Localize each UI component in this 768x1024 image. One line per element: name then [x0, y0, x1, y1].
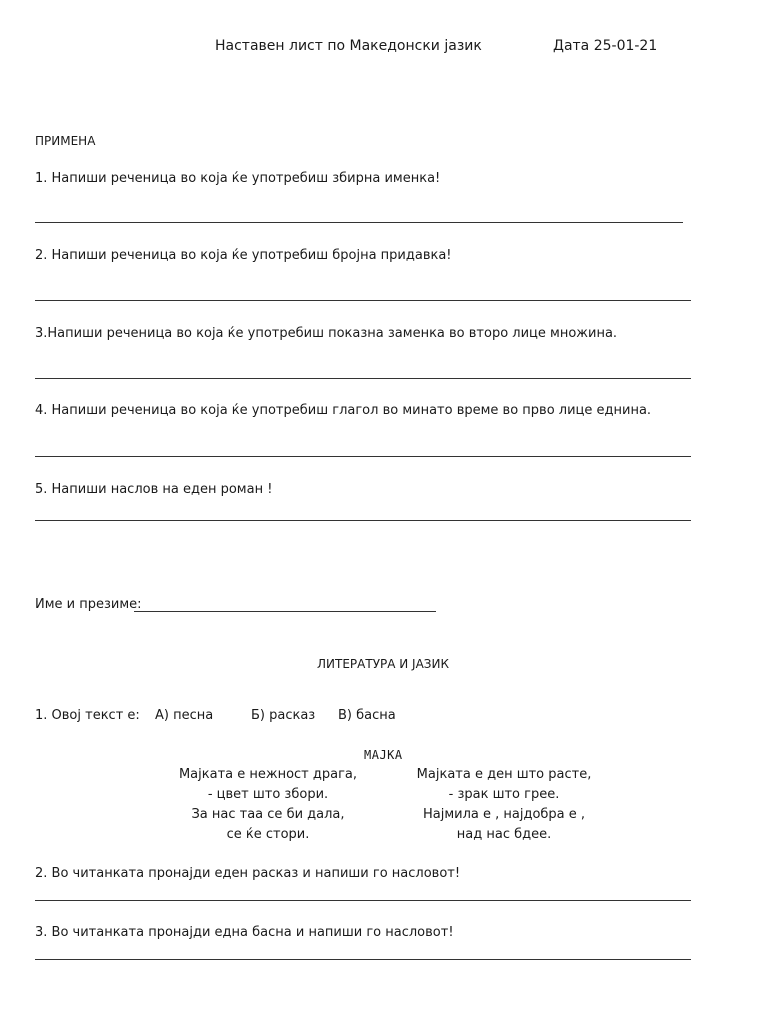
option-b[interactable]: Б) расказ — [251, 708, 316, 723]
question-1: 1. Напиши реченица во која ќе употребиш збирна именка! — [35, 171, 441, 186]
answer-line-story[interactable] — [35, 900, 691, 901]
option-v[interactable]: В) басна — [338, 708, 396, 723]
name-field-label: Име и презиме: — [35, 597, 142, 612]
answer-line-5[interactable] — [35, 520, 691, 521]
question-4: 4. Напиши реченица во која ќе употребиш глагол во минато време во прво лице еднина. — [35, 403, 652, 418]
answer-line-4[interactable] — [35, 456, 691, 457]
section-heading-primena: ПРИМЕНА — [35, 134, 96, 148]
poem-left-line-4: се ќе стори. — [226, 827, 310, 842]
poem-title: МАЈКА — [364, 748, 403, 762]
poem-right-line-1: Мајката е ден што расте, — [416, 767, 592, 782]
question-5: 5. Напиши наслов на еден роман ! — [35, 482, 273, 497]
poem-right-line-3: Најмила е , најдобра е , — [422, 807, 586, 822]
question-text-type: 1. Овој текст е: — [35, 708, 140, 723]
option-a[interactable]: А) песна — [155, 708, 214, 723]
answer-line-1[interactable] — [35, 222, 683, 223]
worksheet-title: Наставен лист по Македонски јазик — [215, 38, 482, 54]
poem-left-line-3: За нас таа се би дала, — [191, 807, 345, 822]
name-field-line[interactable] — [134, 611, 436, 612]
question-find-fable: 3. Во читанката пронајди една басна и напиши го насловот! — [35, 925, 454, 940]
poem-left-line-1: Мајката е нежност драга, — [178, 767, 358, 782]
section-heading-literatura: ЛИТЕРАТУРА И ЈАЗИК — [317, 657, 449, 671]
question-2: 2. Напиши реченица во која ќе употребиш бројна придавка! — [35, 248, 452, 263]
poem-left-line-2: - цвет што збори. — [207, 787, 329, 802]
poem-right-line-4: над нас бдее. — [456, 827, 552, 842]
worksheet-date: Дата 25-01-21 — [553, 38, 658, 54]
answer-line-3[interactable] — [35, 378, 691, 379]
answer-line-2[interactable] — [35, 300, 691, 301]
poem-right-line-2: - зрак што грее. — [448, 787, 560, 802]
answer-line-fable[interactable] — [35, 959, 691, 960]
question-3: 3.Напиши реченица во која ќе употребиш показна заменка во второ лице множина. — [35, 326, 618, 341]
question-find-story: 2. Во читанката пронајди еден расказ и напиши го насловот! — [35, 866, 461, 881]
